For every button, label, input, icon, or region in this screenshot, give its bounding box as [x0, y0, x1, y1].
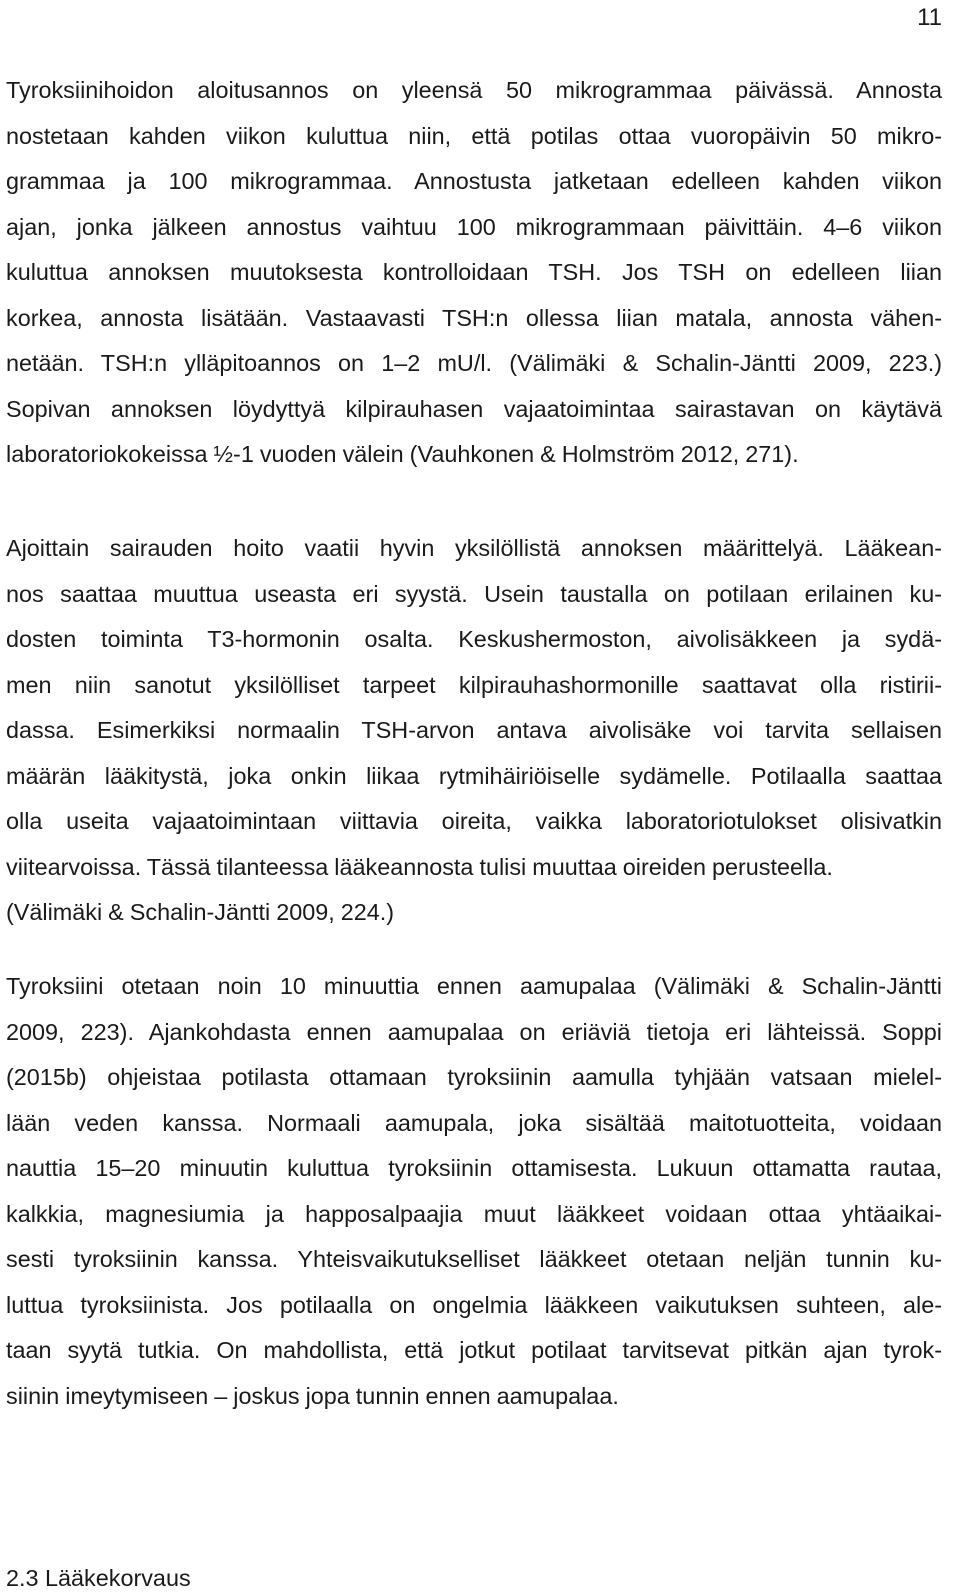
text-line: kuluttua annoksen muutoksesta kontrolloidaan TSH. Jos TSH on edelleen liian [6, 259, 942, 285]
text-line: laboratoriokokeissa ½-1 vuoden välein (Vauhkonen & Holmström 2012, 271). [6, 441, 799, 467]
page-number: 11 [917, 4, 942, 31]
text-line: dosten toiminta T3-hormonin osalta. Keskushermoston, aivolisäkkeen ja sydä- [6, 626, 942, 652]
text-line: (2015b) ohjeistaa potilasta ottamaan tyroksiinin aamulla tyhjään vatsaan mielel- [6, 1064, 942, 1090]
text-line: dassa. Esimerkiksi normaalin TSH-arvon antava aivolisäke voi tarvita sellaisen [6, 717, 942, 743]
text-line: nostetaan kahden viikon kuluttua niin, että potilas ottaa vuoropäivin 50 mikro- [6, 122, 942, 149]
text-line: Ajoittain sairauden hoito vaatii hyvin yksilöllistä annoksen määrittelyä. Lääkean- [6, 535, 942, 561]
text-line: Tyroksiinihoidon aloitusannos on yleensä 50 mikrogrammaa päivässä. Annosta [6, 77, 942, 103]
text-line: sesti tyroksiinin kanssa. Yhteisvaikutukselliset lääkkeet otetaan neljän tunnin ku- [6, 1246, 942, 1272]
text-line: Tyroksiini otetaan noin 10 minuuttia ennen aamupalaa (Välimäki & Schalin-Jäntti [6, 973, 942, 999]
text-line: viitearvoissa. Tässä tilanteessa lääkeannosta tulisi muuttaa oireiden perusteella. [6, 853, 833, 880]
text-line: määrän lääkitystä, joka onkin liikaa rytmihäiriöiselle sydämelle. Potilaalla saattaa [6, 762, 942, 789]
text-line: ajan, jonka jälkeen annostus vaihtuu 100 mikrogrammaan päivittäin. 4–6 viikon [6, 213, 942, 240]
text-line: Sopivan annoksen löydyttyä kilpirauhasen vajaatoimintaa sairastavan on käytävä [6, 395, 942, 422]
text-line: kalkkia, magnesiumia ja happosalpaajia muut lääkkeet voidaan ottaa yhtäaikai- [6, 1200, 942, 1227]
text-line: nos saattaa muuttua useasta eri syystä. Usein taustalla on potilaan erilainen ku- [6, 580, 942, 607]
text-line: (Välimäki & Schalin-Jäntti 2009, 224.) [6, 899, 395, 925]
paragraph-timing [6, 964, 942, 1419]
text-line: korkea, annosta lisätään. Vastaavasti TSH:n ollessa liian matala, annosta vähen- [6, 304, 942, 331]
text-line: nauttia 15–20 minuutin kuluttua tyroksiinin ottamisesta. Lukuun ottamatta rautaa, [6, 1155, 942, 1181]
text-line: 2009, 223). Ajankohdasta ennen aamupalaa on eriäviä tietoja eri lähteissä. Soppi [6, 1018, 942, 1045]
text-line: taan syytä tutkia. On mahdollista, että jotkut potilaat tarvitsevat pitkän ajan tyrok- [6, 1337, 942, 1363]
text-line: siinin imeytymiseen – joskus jopa tunnin ennen aamupalaa. [6, 1382, 619, 1409]
text-line: lään veden kanssa. Normaali aamupala, joka sisältää maitotuotteita, voidaan [6, 1109, 942, 1136]
text-line: luttua tyroksiinista. Jos potilaalla on ongelmia lääkkeen vaikutuksen suhteen, ale- [6, 1291, 942, 1318]
text-line: olla useita vajaatoimintaan viittavia oireita, vaikka laboratoriotulokset olisivatkin [6, 808, 942, 834]
text-line: grammaa ja 100 mikrogrammaa. Annostusta jatketaan edelleen kahden viikon [6, 168, 942, 194]
text-line: netään. TSH:n ylläpitoannos on 1–2 mU/l. (Välimäki & Schalin-Jäntti 2009, 223.) [6, 350, 942, 376]
text-line: men niin sanotut yksilölliset tarpeet kilpirauhashormonille saattavat olla ristirii- [6, 671, 942, 698]
paragraph-individual-dosing [6, 526, 942, 936]
section-heading: 2.3 Lääkekorvaus [6, 1565, 191, 1591]
paragraph-dosage [6, 68, 942, 478]
